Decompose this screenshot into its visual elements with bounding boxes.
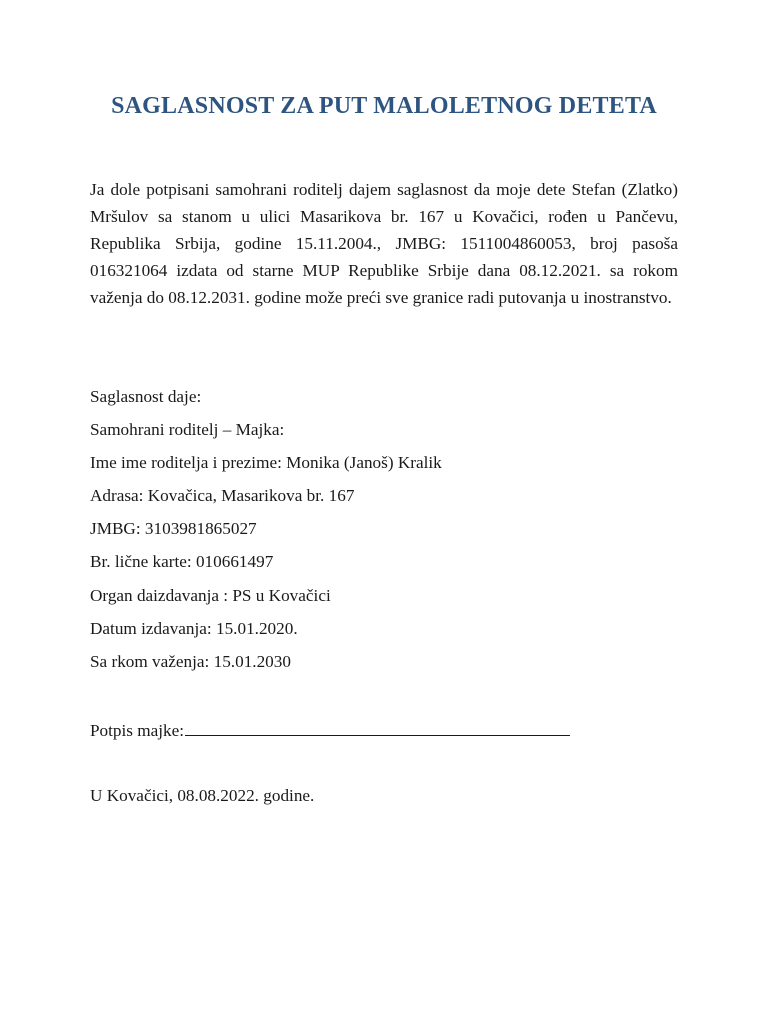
- document-title: SAGLASNOST ZA PUT MALOLETNOG DETETA: [111, 93, 657, 119]
- signature-label: Potpis majke:: [90, 721, 185, 740]
- issue-date-line: Datum izdavanja: 15.01.2020.: [90, 619, 298, 638]
- jmbg-line: JMBG: 3103981865027: [90, 519, 257, 538]
- consent-paragraph: Ja dole potpisani samohrani roditelj dajem saglasnost da moje dete Stefan (Zlatko) Mršulov sa stanom u ulici Masarikova br. 167 u Kovačici, rođen u Pančevu, Republika Srbija, godine 15.11.2004., JMBG: 1511004860053, broj pasoša 016321064 izdata od starne MUP Republike Srbije dana 08.12.2021. sa rokom važenja do 08.12.2031. godine može preći sve granice radi putovanja u inostranstvo.: [90, 180, 678, 307]
- id-card-line: Br. lične karte: 010661497: [90, 552, 274, 571]
- signature-row: [90, 719, 570, 742]
- validity-line: Sa rkom važenja: 15.01.2030: [90, 652, 291, 671]
- address-line: Adrasa: Kovačica, Masarikova br. 167: [90, 486, 355, 505]
- issuer-line: Organ daizdavanja : PS u Kovačici: [90, 586, 331, 605]
- parent-role-line: Samohrani roditelj – Majka:: [90, 420, 285, 439]
- parent-name-line: Ime ime roditelja i prezime: Monika (Janoš) Kralik: [90, 453, 442, 472]
- place-date-line: U Kovačici, 08.08.2022. godine.: [90, 786, 315, 805]
- signature-line[interactable]: [185, 719, 570, 736]
- consent-by-label: Saglasnost daje:: [90, 387, 202, 406]
